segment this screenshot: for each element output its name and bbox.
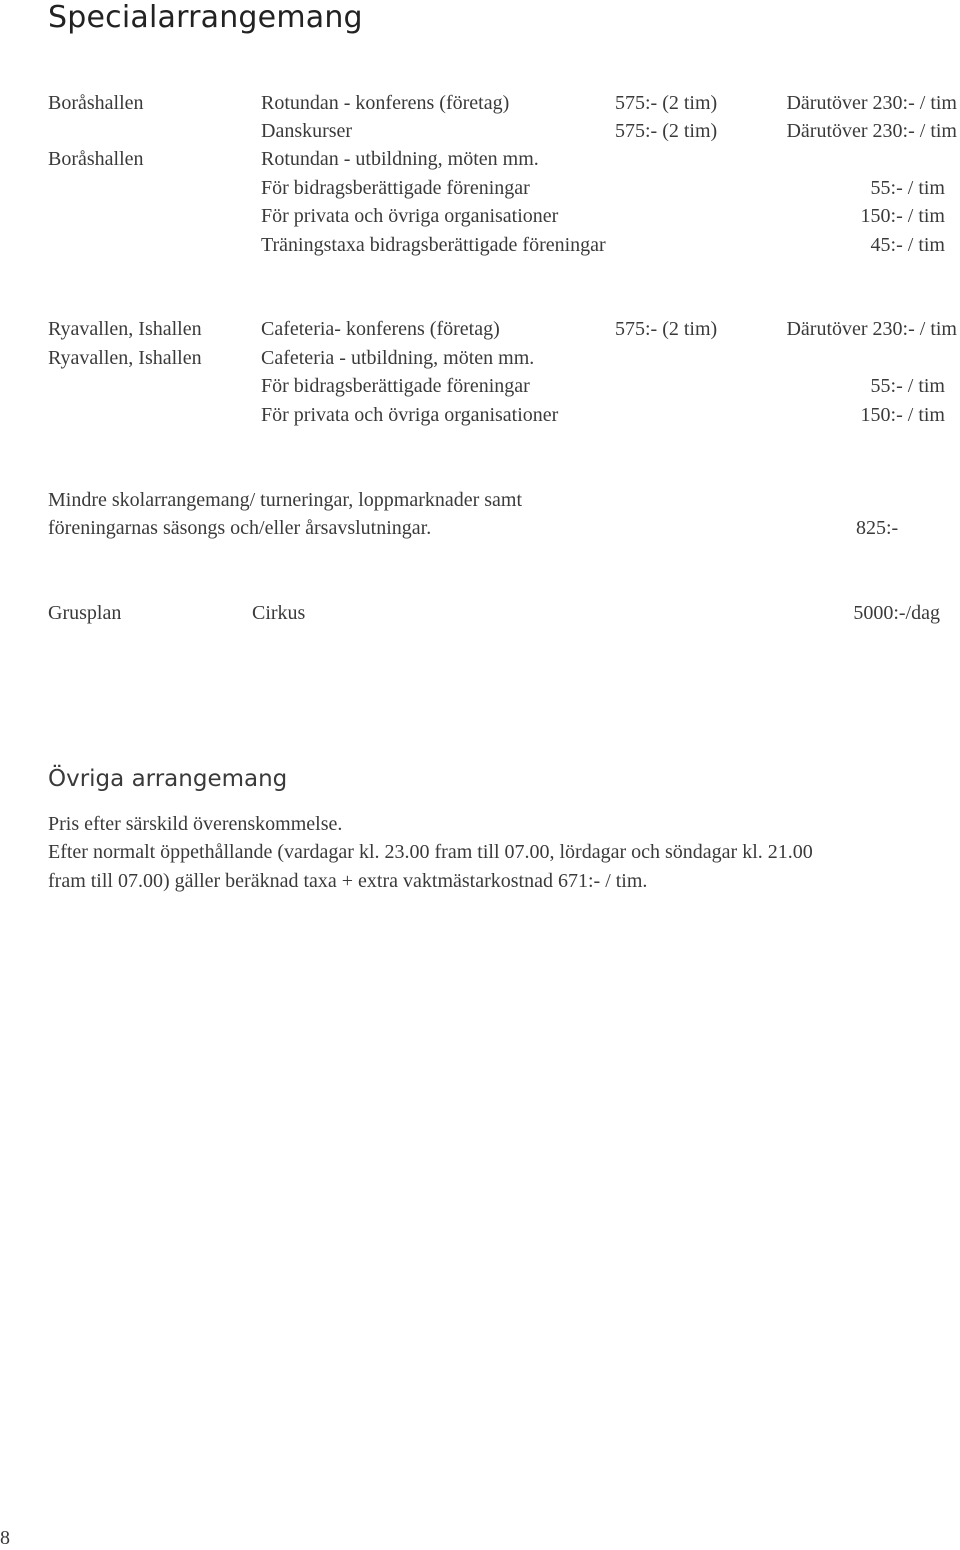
activity-label: För bidragsberättigade föreningar [261, 177, 530, 199]
ovriga-line-2: Efter normalt öppethållande (vardagar kl. 23.00 fram till 07.00, lördagar och söndagar kl. 21.00 [48, 841, 813, 863]
activity-label: För privata och övriga organisationer [261, 404, 559, 426]
section-heading: Övriga arrangemang [48, 766, 288, 792]
page-number: 8 [0, 1527, 10, 1549]
price-label: 575:- (2 tim) [615, 318, 718, 340]
boras-row-konferens [0, 89, 960, 117]
boras-row-utbildning [0, 145, 960, 173]
price-label: 575:- (2 tim) [615, 92, 718, 114]
activity-label: För bidragsberättigade föreningar [261, 375, 530, 397]
rya-row-bidrag [0, 372, 960, 400]
page-title: Specialarrangemang [48, 0, 363, 35]
rate-label: 55:- / tim [870, 375, 945, 397]
rate-label: 55:- / tim [870, 177, 945, 199]
extra-price-label: Därutöver 230:- / tim [786, 318, 957, 340]
activity-label: För privata och övriga organisationer [261, 205, 559, 227]
rya-row-privata [0, 401, 960, 429]
rate-label: 150:- / tim [860, 205, 945, 227]
rate-label: 45:- / tim [870, 234, 945, 256]
rate-label: 150:- / tim [860, 404, 945, 426]
school-events-line-1: Mindre skolarrangemang/ turneringar, loppmarknader samt [48, 489, 523, 511]
activity-label: Rotundan - konferens (företag) [261, 92, 510, 114]
place-label: Boråshallen [48, 92, 144, 114]
boras-row-privata [0, 202, 960, 230]
activity-label: Rotundan - utbildning, möten mm. [261, 148, 539, 170]
activity-label: Cirkus [252, 602, 306, 624]
ovriga-line-3: fram till 07.00) gäller beräknad taxa + extra vaktmästarkostnad 671:- / tim. [48, 870, 648, 892]
school-events-line-2: föreningarnas säsongs och/eller årsavslutningar. [48, 517, 432, 539]
rya-row-konferens [0, 315, 960, 343]
boras-row-danskurser [0, 117, 960, 145]
activity-label: Cafeteria - utbildning, möten mm. [261, 347, 535, 369]
extra-price-label: Därutöver 230:- / tim [786, 120, 957, 142]
price-label: 825:- [856, 517, 899, 539]
place-label: Ryavallen, Ishallen [48, 318, 202, 340]
place-label: Ryavallen, Ishallen [48, 347, 202, 369]
boras-row-traning [0, 231, 960, 259]
place-label: Grusplan [48, 602, 122, 624]
grusplan-row [0, 599, 960, 627]
extra-price-label: Därutöver 230:- / tim [786, 92, 957, 114]
price-label: 5000:-/dag [853, 602, 940, 624]
activity-label: Cafeteria- konferens (företag) [261, 318, 500, 340]
ovriga-line-1: Pris efter särskild överenskommelse. [48, 813, 343, 835]
school-events-row [0, 514, 960, 542]
activity-label: Danskurser [261, 120, 353, 142]
price-label: 575:- (2 tim) [615, 120, 718, 142]
rya-row-utbildning [0, 344, 960, 372]
activity-label: Träningstaxa bidragsberättigade föreningar [261, 234, 606, 256]
boras-row-bidrag [0, 174, 960, 202]
place-label: Boråshallen [48, 148, 144, 170]
